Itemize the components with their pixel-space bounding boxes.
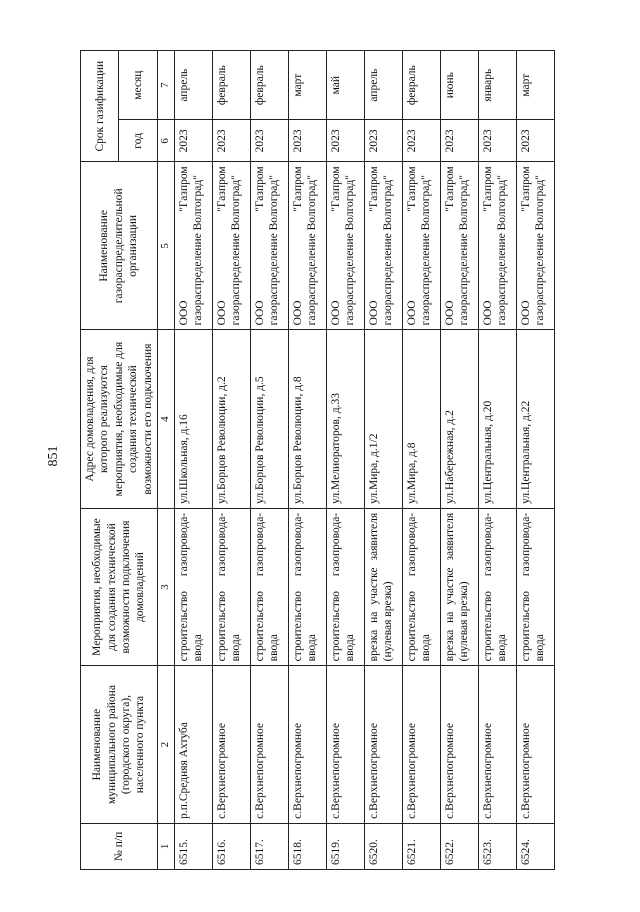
- row-address: ул.Школьная, д.16: [174, 330, 212, 508]
- row-place: с.Верхнепогромное: [478, 666, 516, 824]
- row-month: апрель: [174, 51, 212, 120]
- row-org: ООО "Газпром газораспределение Волгоград": [478, 162, 516, 330]
- row-month: январь: [478, 51, 516, 120]
- table-row: [326, 51, 364, 870]
- row-year: 2023: [288, 120, 326, 162]
- table-row: [212, 51, 250, 870]
- column-number: 4: [157, 330, 174, 508]
- row-year: 2023: [402, 120, 440, 162]
- row-number: 6522.: [440, 823, 478, 869]
- row-address: ул.Борцов Революции, д.2: [212, 330, 250, 508]
- row-measure: врезка на участке заявителя (нулевая врезка): [440, 508, 478, 666]
- row-month: март: [516, 51, 554, 120]
- row-org: ООО "Газпром газораспределение Волгоград": [516, 162, 554, 330]
- row-place: с.Верхнепогромное: [250, 666, 288, 824]
- row-measure: строительство газопровода-ввода: [174, 508, 212, 666]
- row-place: с.Верхнепогромное: [402, 666, 440, 824]
- table-row: [364, 51, 402, 870]
- header-org: Наименование газораспределительной организации: [81, 162, 158, 330]
- table-row: [288, 51, 326, 870]
- row-measure: строительство газопровода-ввода: [516, 508, 554, 666]
- row-org: ООО "Газпром газораспределение Волгоград": [402, 162, 440, 330]
- header-row: [81, 51, 119, 870]
- row-number: 6519.: [326, 823, 364, 869]
- table-row: [402, 51, 440, 870]
- row-year: 2023: [364, 120, 402, 162]
- header-month: месяц: [119, 51, 157, 120]
- row-org: ООО "Газпром газораспределение Волгоград": [174, 162, 212, 330]
- row-number: 6518.: [288, 823, 326, 869]
- row-year: 2023: [440, 120, 478, 162]
- row-measure: строительство газопровода-ввода: [402, 508, 440, 666]
- row-number: 6515.: [174, 823, 212, 869]
- row-place: р.п.Средняя Ахтуба: [174, 666, 212, 824]
- row-month: апрель: [364, 51, 402, 120]
- row-address: ул.Мира, д.8: [402, 330, 440, 508]
- row-month: март: [288, 51, 326, 120]
- row-place: с.Верхнепогромное: [440, 666, 478, 824]
- row-measure: строительство газопровода-ввода: [478, 508, 516, 666]
- column-number: 7: [157, 51, 174, 120]
- row-month: февраль: [250, 51, 288, 120]
- row-place: с.Верхнепогромное: [516, 666, 554, 824]
- column-number: 2: [157, 666, 174, 824]
- row-number: 6521.: [402, 823, 440, 869]
- row-number: 6516.: [212, 823, 250, 869]
- row-address: ул.Центральная, д.22: [516, 330, 554, 508]
- column-number: 5: [157, 162, 174, 330]
- column-number: 6: [157, 120, 174, 162]
- row-measure: врезка на участке заявителя (нулевая врезка): [364, 508, 402, 666]
- row-year: 2023: [212, 120, 250, 162]
- table-row: [516, 51, 554, 870]
- row-month: май: [326, 51, 364, 120]
- row-number: 6524.: [516, 823, 554, 869]
- page-number: 851: [46, 445, 61, 467]
- row-year: 2023: [516, 120, 554, 162]
- row-number: 6523.: [478, 823, 516, 869]
- row-org: ООО "Газпром газораспределение Волгоград": [212, 162, 250, 330]
- row-place: с.Верхнепогромное: [212, 666, 250, 824]
- row-address: ул.Набережная, д.2: [440, 330, 478, 508]
- header-municipality: Наименование муниципального района (городского округа), населенного пункта: [81, 666, 158, 824]
- row-place: с.Верхнепогромное: [326, 666, 364, 824]
- header-num: № п/п: [81, 823, 158, 869]
- row-place: с.Верхнепогромное: [364, 666, 402, 824]
- row-place: с.Верхнепогромное: [288, 666, 326, 824]
- row-address: ул.Центральная, д.20: [478, 330, 516, 508]
- column-number: 3: [157, 508, 174, 666]
- header-year: год: [119, 120, 157, 162]
- gasification-table: [80, 50, 555, 870]
- row-org: ООО "Газпром газораспределение Волгоград": [364, 162, 402, 330]
- row-address: ул.Борцов Революции, д.5: [250, 330, 288, 508]
- row-month: июнь: [440, 51, 478, 120]
- table-row: [440, 51, 478, 870]
- row-org: ООО "Газпром газораспределение Волгоград": [440, 162, 478, 330]
- row-number: 6517.: [250, 823, 288, 869]
- row-measure: строительство газопровода-ввода: [250, 508, 288, 666]
- header-measures: Мероприятия, необходимые для создания технической возможности подключения домовладений: [81, 508, 158, 666]
- row-year: 2023: [174, 120, 212, 162]
- row-year: 2023: [326, 120, 364, 162]
- row-org: ООО "Газпром газораспределение Волгоград": [250, 162, 288, 330]
- row-year: 2023: [478, 120, 516, 162]
- row-org: ООО "Газпром газораспределение Волгоград": [326, 162, 364, 330]
- column-number-row: [157, 51, 174, 870]
- row-address: ул.Мира, д.1/2: [364, 330, 402, 508]
- table-row: [174, 51, 212, 870]
- row-address: ул.Мелиораторов, д.33: [326, 330, 364, 508]
- row-year: 2023: [250, 120, 288, 162]
- table-row: [250, 51, 288, 870]
- row-month: февраль: [212, 51, 250, 120]
- row-measure: строительство газопровода-ввода: [326, 508, 364, 666]
- row-org: ООО "Газпром газораспределение Волгоград": [288, 162, 326, 330]
- row-number: 6520.: [364, 823, 402, 869]
- row-measure: строительство газопровода-ввода: [212, 508, 250, 666]
- document-page: [40, 26, 600, 886]
- table-row: [478, 51, 516, 870]
- header-term: Срок газификации: [81, 51, 119, 162]
- row-address: ул.Борцов Революции, д.8: [288, 330, 326, 508]
- row-measure: строительство газопровода-ввода: [288, 508, 326, 666]
- row-month: февраль: [402, 51, 440, 120]
- column-number: 1: [157, 823, 174, 869]
- header-address: Адрес домовладения, для которого реализуются мероприятия, необходимые для создания технической возможности его подключения: [81, 330, 158, 508]
